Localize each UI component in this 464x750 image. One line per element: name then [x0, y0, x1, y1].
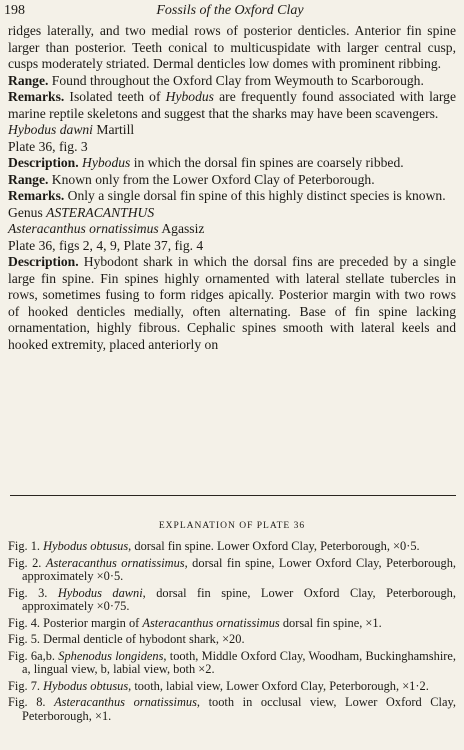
hybodus-obtusus-range: Range. Found throughout the Oxford Clay from Weymouth to Scarborough. — [8, 72, 424, 88]
running-title: Fossils of the Oxford Clay — [156, 3, 304, 18]
figure-caption: Fig. 2. Asteracanthus ornatissimus, dorsal fin spine, Lower Oxford Clay, Peterborough, approximately ×0·5. — [8, 555, 456, 583]
figure-caption: Fig. 4. Posterior margin of Asteracanthus ornatissimus dorsal fin spine, ×1. — [8, 615, 382, 630]
page-header — [4, 3, 456, 21]
hybodus-obtusus-remarks: Remarks. Isolated teeth of Hybodus are frequently found associated with large marine reptile skeletons and suggest that the sharks may have been scavengers. — [8, 89, 456, 121]
hybodus-dawni-heading: Hybodus dawni Martill — [8, 122, 135, 137]
figure-caption: Fig. 3. Hybodus dawni, dorsal fin spine, Lower Oxford Clay, Peterborough, approximately ×0·75. — [8, 585, 456, 613]
figure-caption: Fig. 7. Hybodus obtusus, tooth, labial view, Lower Oxford Clay, Peterborough, ×1·2. — [8, 678, 429, 693]
asteracanthus-species-heading: Asteracanthus ornatissimus Agassiz — [8, 221, 205, 236]
hybodus-dawni-plate: Plate 36, fig. 3 — [8, 138, 88, 154]
figure-caption-list — [8, 540, 456, 726]
asteracanthus-genus-heading: Genus ASTERACANTHUS — [8, 204, 155, 220]
plate-explanation-heading: EXPLANATION OF PLATE 36 — [158, 521, 306, 531]
hybodus-dawni-remarks: Remarks. Only a single dorsal fin spine of this highly distinct species is known. — [8, 188, 446, 203]
asteracanthus-plate: Plate 36, figs 2, 4, 9, Plate 37, fig. 4 — [8, 237, 204, 253]
main-text — [8, 23, 456, 353]
asteracanthus-description: Description. Hybodont shark in which the dorsal fins are preceded by a single large fin spine. Fin spines highly ornamented with lateral stellate tubercles in rows, sometimes fusing to form ridges apically. Posterior margin with two rows of hooked denticles medially, often alternating. Base of fin spine lacking ornamentation, highly fibrous. Cephalic spines smooth with lateral keels and hooked extremity, placed anteriorly on — [8, 254, 456, 352]
page-number: 198 — [4, 3, 25, 18]
figure-caption: Fig. 6a,b. Sphenodus longidens, tooth, Middle Oxford Clay, Woodham, Buckinghamshire, a, lingual view, b, labial view, both ×2. — [8, 648, 456, 676]
figure-caption: Fig. 8. Asteracanthus ornatissimus, tooth in occlusal view, Lower Oxford Clay, Peterborough, ×1. — [8, 695, 456, 723]
figure-caption: Fig. 5. Dermal denticle of hybodont shark, ×20. — [8, 632, 245, 646]
section-divider — [10, 495, 456, 496]
hybodus-dawni-description: Description. Hybodus in which the dorsal fin spines are coarsely ribbed. — [8, 155, 404, 170]
hybodus-dawni-range: Range. Known only from the Lower Oxford Clay of Peterborough. — [8, 171, 375, 187]
figure-caption: Fig. 1. Hybodus obtusus, dorsal fin spine. Lower Oxford Clay, Peterborough, ×0·5. — [8, 539, 420, 553]
hybodus-obtusus-description-continued: ridges laterally, and two medial rows of posterior denticles. Anterior fin spine larger than posterior. Teeth conical to multicuspidate with larger central cusp, cusps moderately striated. Dermal denticles low domes with prominent ribbing. — [8, 23, 456, 71]
